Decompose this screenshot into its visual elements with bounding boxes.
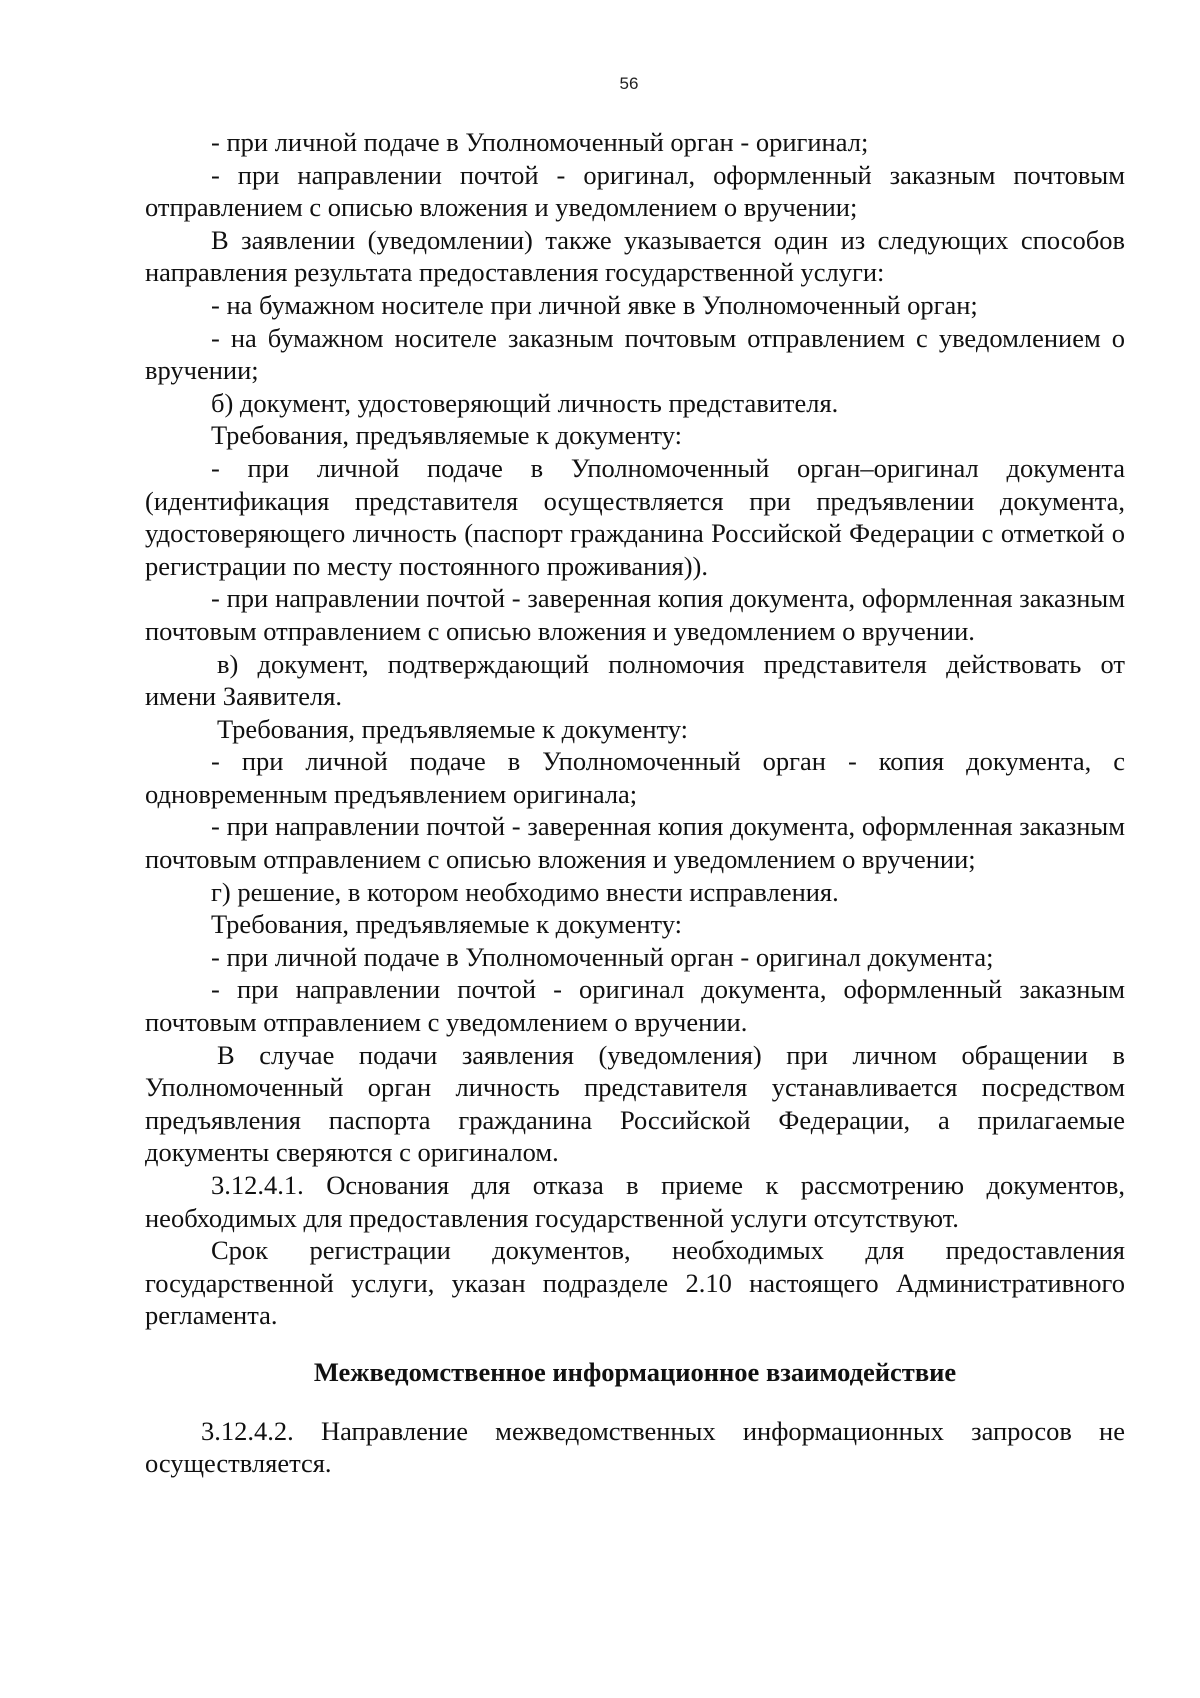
section-paragraph: 3.12.4.2. Направление межведомственных информационных запросов не осуществляется. [145,1415,1125,1479]
document-body [145,126,1125,1480]
paragraph: Срок регистрации документов, необходимых для предоставления государственной услуги, указан подразделе 2.10 настоящего Административного регламента. [145,1235,1125,1331]
paragraph: - при направлении почтой - заверенная копия документа, оформленная заказным почтовым отправлением с описью вложения и уведомлением о вручении; [145,811,1125,875]
paragraph: - при направлении почтой - оригинал документа, оформленный заказным почтовым отправлением с уведомлением о вручении. [145,974,1125,1038]
paragraph: - при направлении почтой - заверенная копия документа, оформленная заказным почтовым отправлением с описью вложения и уведомлением о вручении. [145,583,1125,646]
paragraph: - при личной подаче в Уполномоченный орган - оригинал; [211,127,869,157]
page-number: 56 [619,74,639,93]
paragraph: б) документ, удостоверяющий личность представителя. [211,387,839,418]
section-heading: Межведомственное информационное взаимодействие [313,1356,957,1387]
paragraph: Требования, предъявляемые к документу: [217,713,689,744]
paragraph: - на бумажном носителе при личной явке в Уполномоченный орган; [211,289,978,320]
paragraph: Требования, предъявляемые к документу: [211,420,683,451]
paragraph: - при личной подаче в Уполномоченный орган - копия документа, с одновременным предъявлением оригинала; [145,746,1125,809]
paragraph: - при личной подаче в Уполномоченный орган–оригинал документа (идентификация представителя осуществляется при предъявлении документа, удостоверяющего личность (паспорт гражданина Российской Федерации с отметкой о регистрации по месту постоянного проживания)). [145,452,1125,581]
paragraph: 3.12.4.1. Основания для отказа в приеме к рассмотрению документов, необходимых для предоставления государственной услуги отсутствуют. [145,1170,1125,1233]
paragraph: В заявлении (уведомлении) также указывается один из следующих способов направления результата предоставления государственной услуги: [145,224,1125,288]
paragraph: в) документ, подтверждающий полномочия представителя действовать от имени Заявителя. [145,648,1125,712]
paragraph: Требования, предъявляемые к документу: [211,909,683,940]
paragraph: В случае подачи заявления (уведомления) при личном обращении в Уполномоченный орган личность представителя устанавливается посредством предъявления паспорта гражданина Российской Федерации, а прилагаемые документы сверяются с оригиналом. [145,1039,1125,1168]
paragraph: г) решение, в котором необходимо внести исправления. [211,876,839,907]
paragraph: - при личной подаче в Уполномоченный орган - оригинал документа; [211,941,994,972]
paragraph: - при направлении почтой - оригинал, оформленный заказным почтовым отправлением с описью вложения и уведомлением о вручении; [145,159,1125,223]
paragraph: - на бумажном носителе заказным почтовым отправлением с уведомлением о вручении; [145,322,1125,386]
